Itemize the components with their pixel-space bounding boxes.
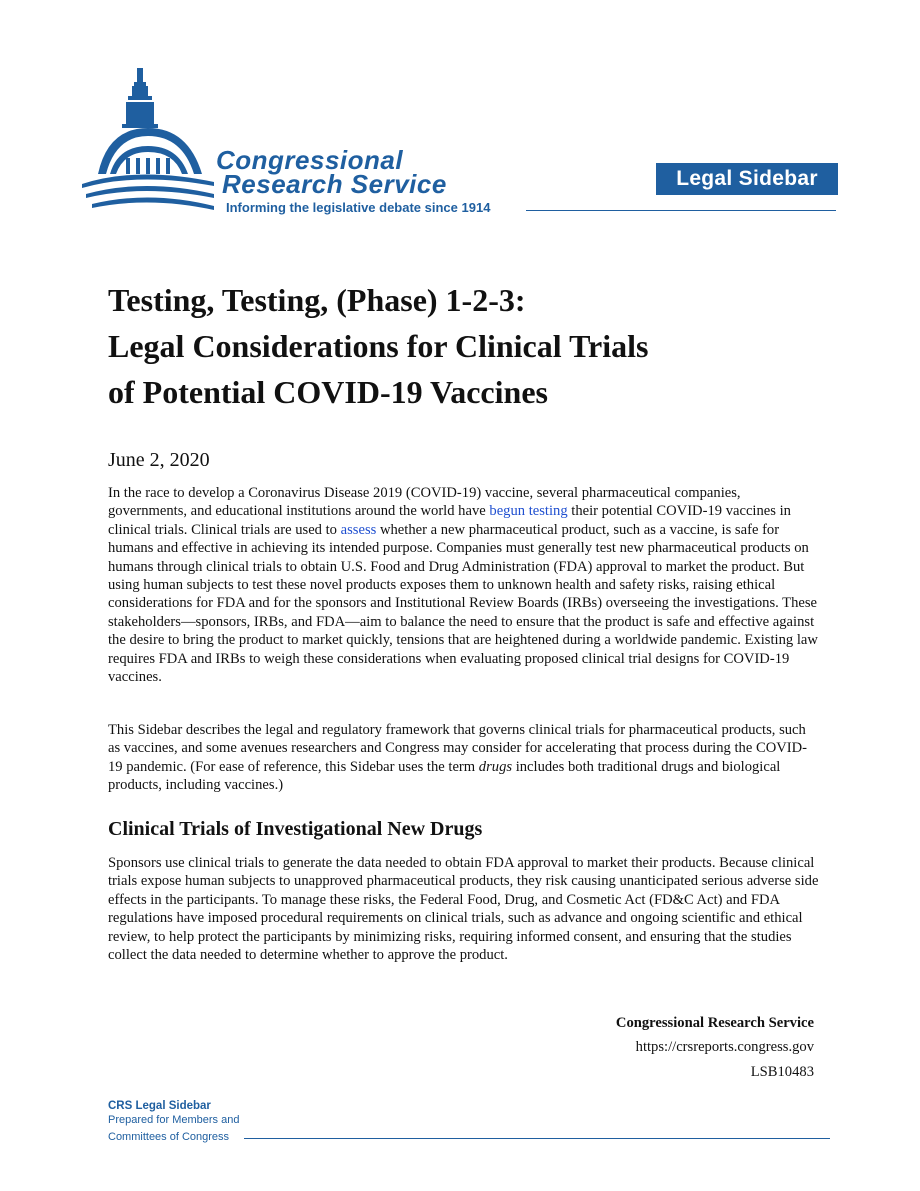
logo-tagline: Informing the legislative debate since 1914 <box>226 200 491 215</box>
emphasis-drugs: drugs <box>478 758 513 775</box>
footer-prepared-for: Prepared for Members and <box>108 1114 240 1126</box>
paragraph-clinical-trials: Sponsors use clinical trials to generate the data needed to obtain FDA approval to market their products. Because clinical trials expose human subjects to unapproved pharmaceutical products, they risk causing unanticipated serious adverse side effects in the participants. To manage these risks, the Federal Food, Drug, and Cosmetic Act (FD&C Act) and FDA regulations have imposed procedural requirements on clinical trials, such as advance and ongoing scientific and ethical review, to help protect the participants by minimizing risks, requiring informed consent, and ensuring that the studies collect the data needed to determine whether to approve the product. <box>108 855 819 964</box>
title-line-2: Legal Considerations for Clinical Trials <box>108 328 649 364</box>
footer-report-id: LSB10483 <box>750 1064 814 1080</box>
header-divider <box>526 210 836 211</box>
footer-committees: Committees of Congress <box>108 1131 230 1143</box>
capitol-dome-icon <box>78 62 218 214</box>
footer-organization: Congressional Research Service <box>615 1015 814 1031</box>
paragraph-text: their potential COVID-19 vaccines in clinical trials. Clinical trials are used to <box>108 503 791 538</box>
begun-testing-link[interactable]: begun testing <box>489 503 568 520</box>
footer-divider <box>244 1138 830 1139</box>
title-line-3: of Potential COVID-19 Vaccines <box>108 374 548 410</box>
paragraph-intro <box>108 484 820 686</box>
footer-series-title: CRS Legal Sidebar <box>108 1100 211 1112</box>
paragraph-scope <box>108 721 820 795</box>
legal-sidebar-badge: Legal Sidebar <box>656 163 838 195</box>
paragraph-text: includes both traditional drugs and biological products, including vaccines.) <box>108 758 781 794</box>
publication-date: June 2, 2020 <box>108 449 210 471</box>
paragraph-text: In the race to develop a Coronavirus Disease 2019 (COVID-19) vaccine, several pharmaceutical companies, governments, and educational institutions around the world have <box>108 485 741 520</box>
footer-url[interactable]: https://crsreports.congress.gov <box>635 1039 814 1055</box>
logo-line-research-service: Research Service <box>222 169 447 199</box>
logo-line-congressional: Congressional <box>216 145 404 175</box>
assess-link[interactable]: assess <box>340 521 377 538</box>
title-line-1: Testing, Testing, (Phase) 1-2-3: <box>108 282 526 318</box>
paragraph-text: This Sidebar describes the legal and regulatory framework that governs clinical trials for pharmaceutical products, such as vaccines, and some avenues researchers and Congress may consider for accelerating that process during the COVID-19 pandemic. (For ease of reference, this Sidebar uses the term <box>108 722 808 775</box>
paragraph-text: whether a new pharmaceutical product, such as a vaccine, is safe for humans and effective in achieving its intended purpose. Companies must generally test new pharmaceutical products on humans through clinical trials to obtain U.S. Food and Drug Administration (FDA) approval to market the product. But using human subjects to test these novel products exposes them to unknown health and safety risks, raising ethical considerations for FDA and for the sponsors and Institutional Review Boards (IRBs) overseeing the investigations. These stakeholders—sponsors, IRBs, and FDA—aim to balance the need to ensure that the product is safe and effective against the desire to bring the product to market quickly, tensions that are heightened during a worldwide pandemic. Existing law requires FDA and IRBs to weigh these considerations when evaluating proposed clinical trial designs for COVID-19 vaccines. <box>108 521 818 686</box>
section-heading: Clinical Trials of Investigational New Drugs <box>108 818 483 840</box>
document-title <box>108 277 828 415</box>
